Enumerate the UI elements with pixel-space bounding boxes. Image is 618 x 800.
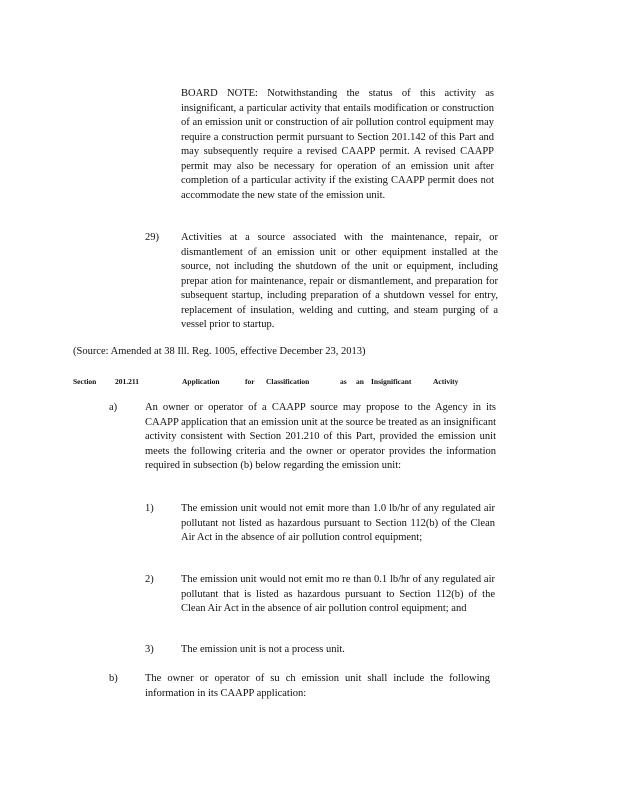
section-heading: [73, 375, 463, 389]
subsection-b-label: b): [109, 673, 118, 684]
section-title-word: as: [340, 377, 347, 386]
item-1-number: 1): [145, 503, 154, 514]
section-label: Section: [73, 377, 97, 386]
subsection-b-text: The owner or operator of su ch emission unit shall include the following information in its CAAPP application:: [145, 673, 490, 699]
item-2-text: The emission unit would not emit mo re than 0.1 lb/hr of any regulated air pollutant that is listed as hazardous pursuant to Section 112(b) of the Clean Air Act in the absence of air pollution control equipment; and: [181, 574, 495, 614]
section-title-word: Classification: [266, 377, 310, 386]
section-title-word: Application: [182, 377, 220, 386]
board-note: BOARD NOTE: Notwithstanding the status of this activity as insignificant, a particular activity that entails modification or construction of an emission unit or construction of air pollution control equipment may require a construction permit pursuant to Section 201.142 of this Part and may subsequently require a revised CAAPP permit. A revised CAAPP permit may also be necessary for operation of an emission unit after completion of a particular activity if the existing CAAPP permit does not accommodate the new state of the emission unit.: [181, 88, 494, 201]
item-29-number: 29): [145, 232, 159, 243]
item-3-number: 3): [145, 644, 154, 655]
item-29-text: Activities at a source associated with the maintenance, repair, or dismantlement of an emission unit or other equipment installed at the source, not including the shutdown of the unit or equipment, including prepar ation for maintenance, repair or dismantlement, and preparation for subsequent startup, including preparation of a shutdown vessel for entry, replacement of insulation, welding and cutting, and steam purging of a vessel prior to startup.: [181, 232, 498, 330]
item-3-text: The emission unit is not a process unit.: [181, 644, 345, 655]
subsection-a-text: An owner or operator of a CAAPP source may propose to the Agency in its CAAPP application that an emission unit at the source be treated as an insignificant activity consistent with Section 201.210 of this Part, provided the emission unit meets the following criteria and the owner or operator provides the information required in subsection (b) below regarding the emission unit:: [145, 402, 496, 471]
item-2-number: 2): [145, 574, 154, 585]
subsection-a-label: a): [109, 402, 118, 413]
section-title-word: Activity: [433, 377, 459, 386]
section-title-word: an: [356, 377, 364, 386]
section-title-word: for: [245, 377, 255, 386]
section-number: 201.211: [115, 377, 139, 386]
source-note: (Source: Amended at 38 Ill. Reg. 1005, effective December 23, 2013): [73, 346, 366, 357]
section-title-word: Insignificant: [371, 377, 412, 386]
item-1-text: The emission unit would not emit more than 1.0 lb/hr of any regulated air pollutant not listed as hazardous pursuant to Section 112(b) of the Clean Air Act in the absence of air pollution control equipment;: [181, 503, 495, 543]
